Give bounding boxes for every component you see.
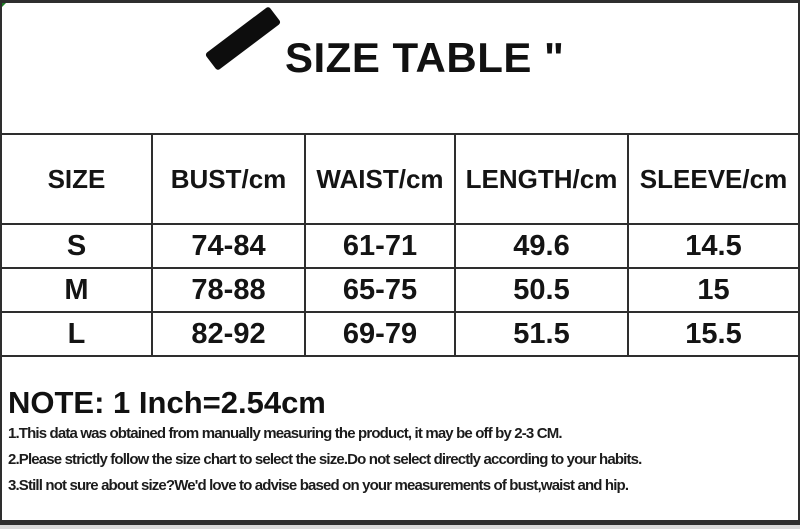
cell-size: M [2, 268, 152, 312]
page-title: SIZE TABLE " [285, 34, 565, 81]
marker-stroke-icon [205, 6, 282, 71]
bottom-shadow [0, 525, 800, 529]
cell-length: 49.6 [455, 224, 628, 268]
cell-waist: 69-79 [305, 312, 455, 356]
note-item-3: 3.Still not sure about size?We'd love to advise based on your measurements of bust,waist and hip. [8, 477, 629, 494]
cell-bust: 82-92 [152, 312, 305, 356]
cell-size: L [2, 312, 152, 356]
cell-length: 51.5 [455, 312, 628, 356]
cell-length: 50.5 [455, 268, 628, 312]
table-row-s [2, 224, 798, 268]
cell-bust: 78-88 [152, 268, 305, 312]
column-header-length: LENGTH/cm [455, 134, 628, 224]
note-heading: NOTE: 1 Inch=2.54cm [8, 385, 326, 420]
cell-sleeve: 15 [628, 268, 798, 312]
column-header-bust: BUST/cm [152, 134, 305, 224]
corner-flag-icon [0, 0, 9, 9]
column-header-waist: WAIST/cm [305, 134, 455, 224]
cell-sleeve: 14.5 [628, 224, 798, 268]
size-table [2, 133, 798, 357]
column-header-sleeve: SLEEVE/cm [628, 134, 798, 224]
table-row-l [2, 312, 798, 356]
size-table-container [2, 133, 798, 357]
cell-bust: 74-84 [152, 224, 305, 268]
cell-waist: 65-75 [305, 268, 455, 312]
cell-size: S [2, 224, 152, 268]
notes-section [8, 384, 794, 499]
column-header-size: SIZE [2, 134, 152, 224]
note-item-1: 1.This data was obtained from manually measuring the product, it may be off by 2-3 CM. [8, 425, 562, 442]
cell-sleeve: 15.5 [628, 312, 798, 356]
table-header-row [2, 134, 798, 224]
note-item-2: 2.Please strictly follow the size chart to select the size.Do not select directly according to your habits. [8, 451, 642, 468]
table-row-m [2, 268, 798, 312]
cell-waist: 61-71 [305, 224, 455, 268]
